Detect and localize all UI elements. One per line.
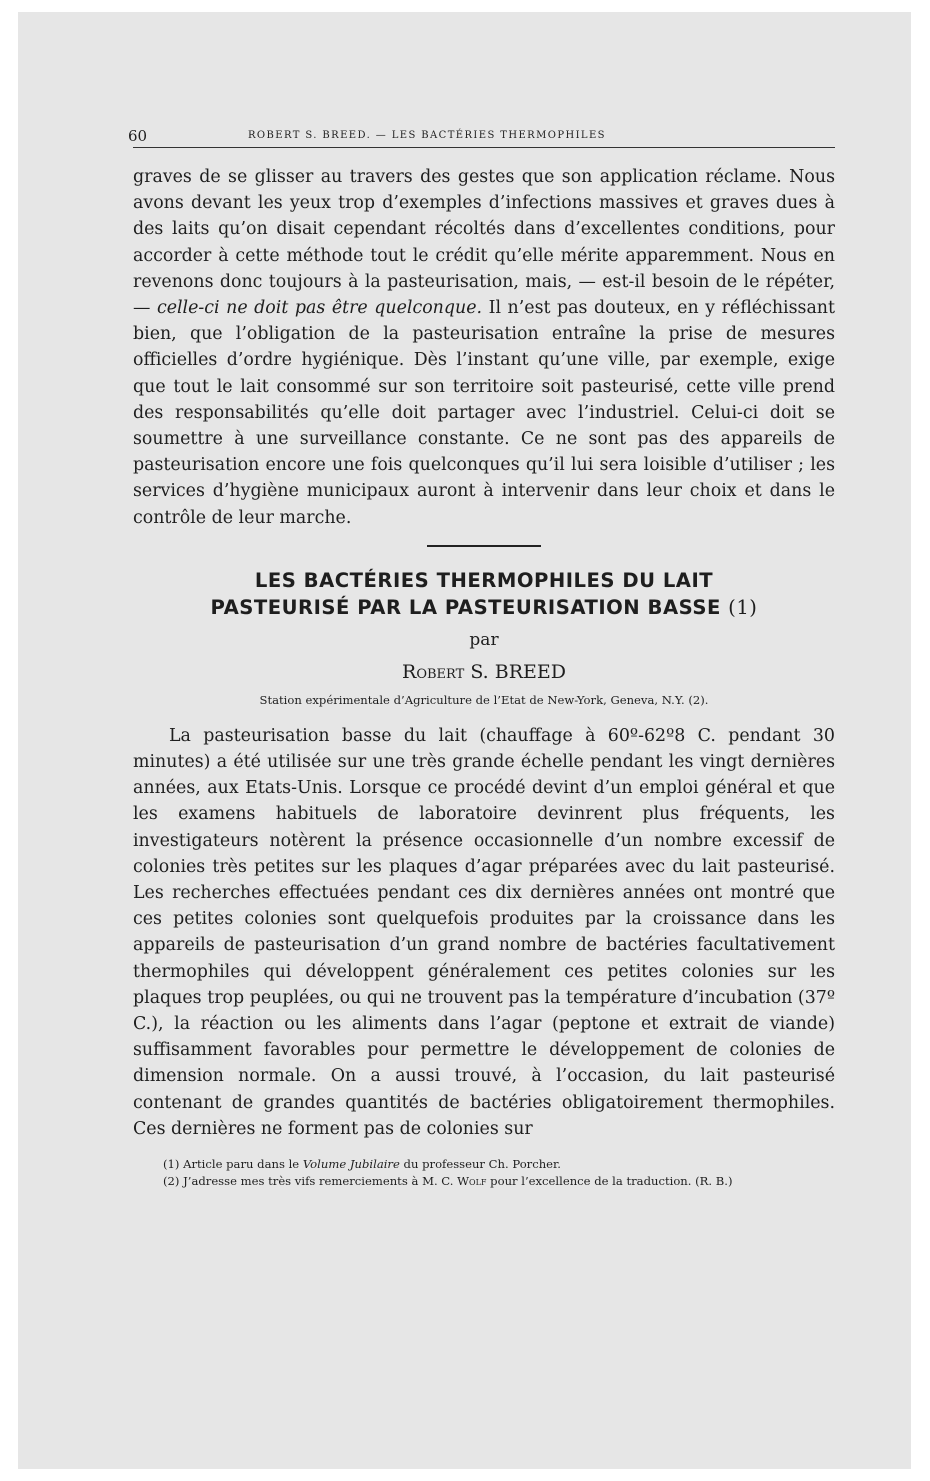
running-title: ROBERT S. BREED. — LES BACTÉRIES THERMOPHILES [248, 130, 606, 141]
byline-par: par [469, 629, 499, 650]
emphasized-text: celle-ci ne doit pas être quelconque. [156, 298, 483, 319]
footnote-text: (2) J’adresse mes très vifs remerciements à M. C. [163, 1174, 458, 1189]
title-line-text: PASTEURISÉ PAR LA PASTEURISATION BASSE [210, 595, 721, 619]
article-title [133, 567, 835, 621]
body-paragraph: La pasteurisation basse du lait (chauffage à 60º-62º8 C. pendant 30 minutes) a été utilisée sur une très grande échelle pendant les vingt dernières années, aux Etats-Unis. Lorsque ce procédé devint d’un emploi général et que les examens habituels de laboratoire devinrent plus fréquents, les investigateurs notèrent la présence occasionnelle d’un nombre excessif de colonies très petites sur les plaques d’agar préparées avec du lait pasteurisé. Les recherches effectuées pendant ces dix dernières années ont montré que ces petites colonies sont quelquefois produites par la croissance dans les appareils de pasteurisation d’un grand nombre de bactéries facultativement thermophiles qui développent généralement ces petites colonies sur les plaques trop peuplées, ou qui ne trouvent pas la température d’incubation (37º C.), la réaction ou les aliments dans l’agar (peptone et extrait de viande) suffisamment favorables pour permettre le développement de colonies de dimension normale. On a aussi trouvé, à l’occasion, du lait pasteurisé contenant de grandes quantités de bactéries obligatoirement thermophiles. Ces dernières ne forment pas de colonies sur [133, 725, 835, 1139]
author-first-name: Robert [402, 660, 465, 683]
running-header [128, 125, 835, 148]
author-last-name: S. BREED [470, 660, 566, 683]
footnote-name: Wolf [457, 1174, 487, 1189]
footnote-2 [133, 1173, 835, 1190]
footnote-ref: (1) [728, 595, 758, 619]
page-content [128, 125, 836, 1190]
paragraph-text: Il n’est pas douteux, en y réfléchissant bien, que l’obligation de la pasteurisation entraîne la prise de mesures officielles d’ordre hygiénique. Dès l’instant qu’une ville, par exemple, exige que tout le lait consommé sur son territoire soit pasteurisé, cette ville prend des responsabilités qu’elle doit partager avec l’industriel. Celui-ci doit se soumettre à une surveillance constante. Ce ne sont pas des appareils de pasteurisation encore une fois quelconques qu’il lui sera loisible d’utiliser ; les services d’hygiène municipaux auront à intervenir dans leur choix et dans le contrôle de leur marche. [133, 298, 836, 528]
footnote-text: du professeur Ch. Porcher. [399, 1157, 561, 1172]
footnote-italic: Volume Jubilaire [302, 1157, 400, 1172]
footnote-text: pour l’excellence de la traduction. (R. B.) [486, 1174, 733, 1189]
footnotes [133, 1156, 835, 1190]
page-number: 60 [128, 127, 148, 145]
continued-paragraph [133, 164, 835, 531]
title-line: LES BACTÉRIES THERMOPHILES DU LAIT [254, 568, 714, 592]
paragraph-text: graves de se glisser au travers des gestes que son application réclame. Nous avons devant les yeux trop d’exemples d’infections massives et graves dues à des laits qu’on disait cependant récoltés dans d’excellentes conditions, pour accorder à cette méthode tout le crédit qu’elle mérite apparemment. Nous en revenons donc toujours à la pasteurisation, mais, — est-il besoin de le répéter, — [133, 167, 835, 319]
section-divider [427, 545, 541, 547]
title-line [133, 594, 835, 621]
footnote-1 [133, 1156, 835, 1173]
author-name [133, 659, 835, 685]
footnote-text: (1) Article paru dans le [163, 1157, 303, 1172]
author-affiliation: Station expérimentale d’Agriculture de l’Etat de New-York, Geneva, N.Y. (2). [259, 692, 709, 707]
